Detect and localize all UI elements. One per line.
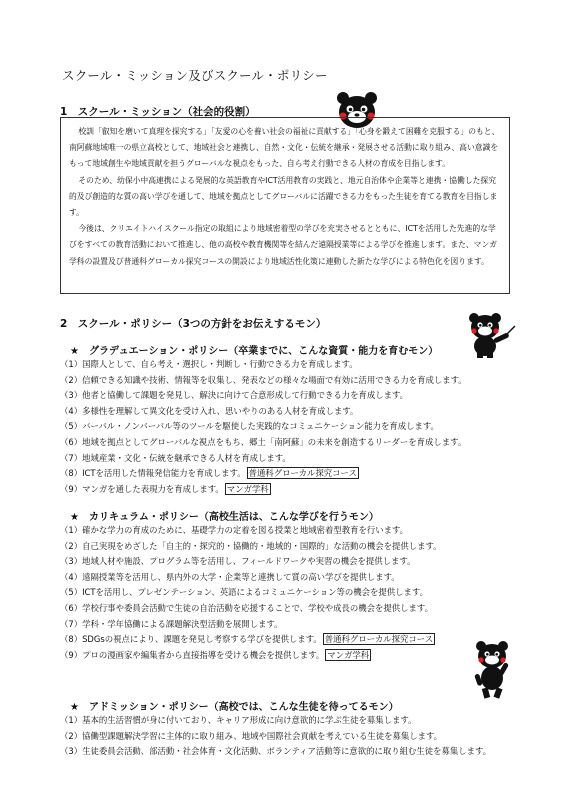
list-item: （4）遠隔授業等を活用し、県内外の大学・企業等と連携して質の高い学びを提供します。 [60, 571, 400, 582]
page-title: スクール・ミッション及びスクール・ポリシー [62, 68, 328, 83]
mission-box [60, 117, 510, 294]
mission-paragraph: 校訓「叡知を磨いて真理を探究する」「友愛の心を養い社会の福祉に貢献する」「心身を鍛えて困難を克服する」のもと、南阿蘇地域唯一の県立高校として、地域社会と連携し、自然・文化・伝統を継承・発展させる活動に取り組み、高い意識をもって地域創生や地域貢献を担うグローバルな視点をもった、自ら考え行動できる人材の育成を目指します。 [69, 127, 500, 169]
list-item: （9）プロの漫画家や編集者から直接指導を受ける機会を提供します。 マンガ学科 [60, 649, 370, 660]
course-tag: 普通科グローカル探究コース [248, 468, 357, 479]
mission-paragraph: 今後は、クリエイトハイスクール指定の取組により地域密着型の学びを充実させるとともに、ICTを活用した先進的な学びをすべての教育活動において推進し、他の高校や教育機関等を結んだ遠隔授業等による学びを推進します。また、マンガ学科の設置及び普通科グローカル探究コースの開設により地域活性化策に連動した新たな学びによる特色化を図ります。 [69, 224, 498, 266]
curriculum-policy-heading: ★ カリキュラム・ポリシー（高校生活は、こんな学びを行うモン） [70, 512, 379, 523]
list-item: （1）確かな学力の育成のために、基礎学力の定着を図る授業と地域密着型教育を行います。 [60, 525, 409, 535]
list-item: （2）協働型課題解決学習に主体的に取り組み、地域や国際社会貢献を考えている生徒を募集します。 [60, 730, 443, 741]
mission-heading: 1 スクール・ミッション（社会的役割） [60, 106, 256, 118]
list-item: （4）多様性を理解して異文化を受け入れ、思いやりのある人材を育成します。 [60, 405, 359, 416]
list-item: （3）地域人材や施設、プログラム等を活用し、フィールドワークや実習の機会を提供します。 [60, 556, 416, 567]
list-item: （2）信頼できる知識や技術、情報等を収集し、発表などの様々な場面で有効に活用できる力を育成します。 [60, 374, 467, 385]
list-item: （1）国際人として、自ら考え・選択し・判断し・行動できる力を育成します。 [60, 359, 358, 369]
list-item: （2）自己実現をめざした「自主的・探究的・協働的・地域的・国際的」な活動の機会を提供します。 [60, 540, 442, 551]
admission-policy-heading: ★ アドミッション・ポリシー（高校では、こんな生徒を待ってるモン） [70, 702, 399, 713]
list-item: （9）マンガを通した表現力を育成します。 マンガ学科 [60, 483, 269, 494]
kumamon-mascot-icon [468, 640, 516, 700]
graduation-policy-list [60, 357, 467, 497]
list-item: （5）ICTを活用し、プレゼンテーション、英語によるコミュニケーション等の機会を提供します。 [60, 587, 428, 598]
list-item: （6）地域を拠点としてグローバルな視点をもち、郷土「南阿蘇」の未来を創造するリーダーを育成します。 [60, 436, 467, 447]
list-item: （3）他者と協働して課題を発見し、解決に向けて合意形成して行動できる力を育成します。 [60, 390, 409, 401]
graduation-policy-heading: ★ グラデュエーション・ポリシー（卒業までに、こんな資質・能力を育むモン） [70, 346, 439, 357]
list-item: （8）ICTを活用した情報発信能力を育成します。 普通科グローカル探究コース [60, 468, 357, 479]
list-item: （7）学科・学年協働による課題解決型活動を展開します。 [60, 618, 283, 629]
list-item: （7）地域産業・文化・伝統を継承できる人材を育成します。 [60, 452, 291, 463]
course-tag: 普通科グローカル探究コース [324, 634, 434, 645]
admission-policy-list [60, 713, 491, 760]
kumamon-mascot-icon [465, 312, 517, 358]
list-item: （8）SDGsの視点により、課題を発見し考察する学びを提供します。 普通科グローカル探究コース [60, 634, 434, 645]
curriculum-policy-list [60, 523, 442, 663]
list-item: （6）学校行事や委員会活動で生徒の自治活動を応援することで、学校や成長の機会を提供します。 [60, 602, 433, 613]
list-item: （5）バーバル・ノンバーバル等のツールを駆使した実践的なコミュニケーション能力を育成します。 [60, 421, 439, 432]
mission-paragraph: そのため、幼保小中高連携による発展的な英語教育やICT活用教育の実践と、地元自治体や企業等と連携・協働した探究的及び創造的な質の高い学びを通して、地域を拠点としてグローバルに活躍できる力をもった生徒を育てる教育を目指します。 [69, 175, 498, 218]
course-tag: マンガ学科 [226, 483, 269, 494]
course-tag: マンガ学科 [327, 649, 370, 660]
list-item: （3）生徒委員会活動、部活動・社会体育・文化活動、ボランティア活動等に意欲的に取り組む生徒を募集します。 [60, 746, 492, 757]
list-item: （1）基本的生活習慣が身に付いており、キャリア形成に向け意欲的に学ぶ生徒を募集します。 [60, 715, 417, 725]
policy-heading: 2 スクール・ポリシー（3つの方針をお伝えするモン） [60, 318, 327, 330]
